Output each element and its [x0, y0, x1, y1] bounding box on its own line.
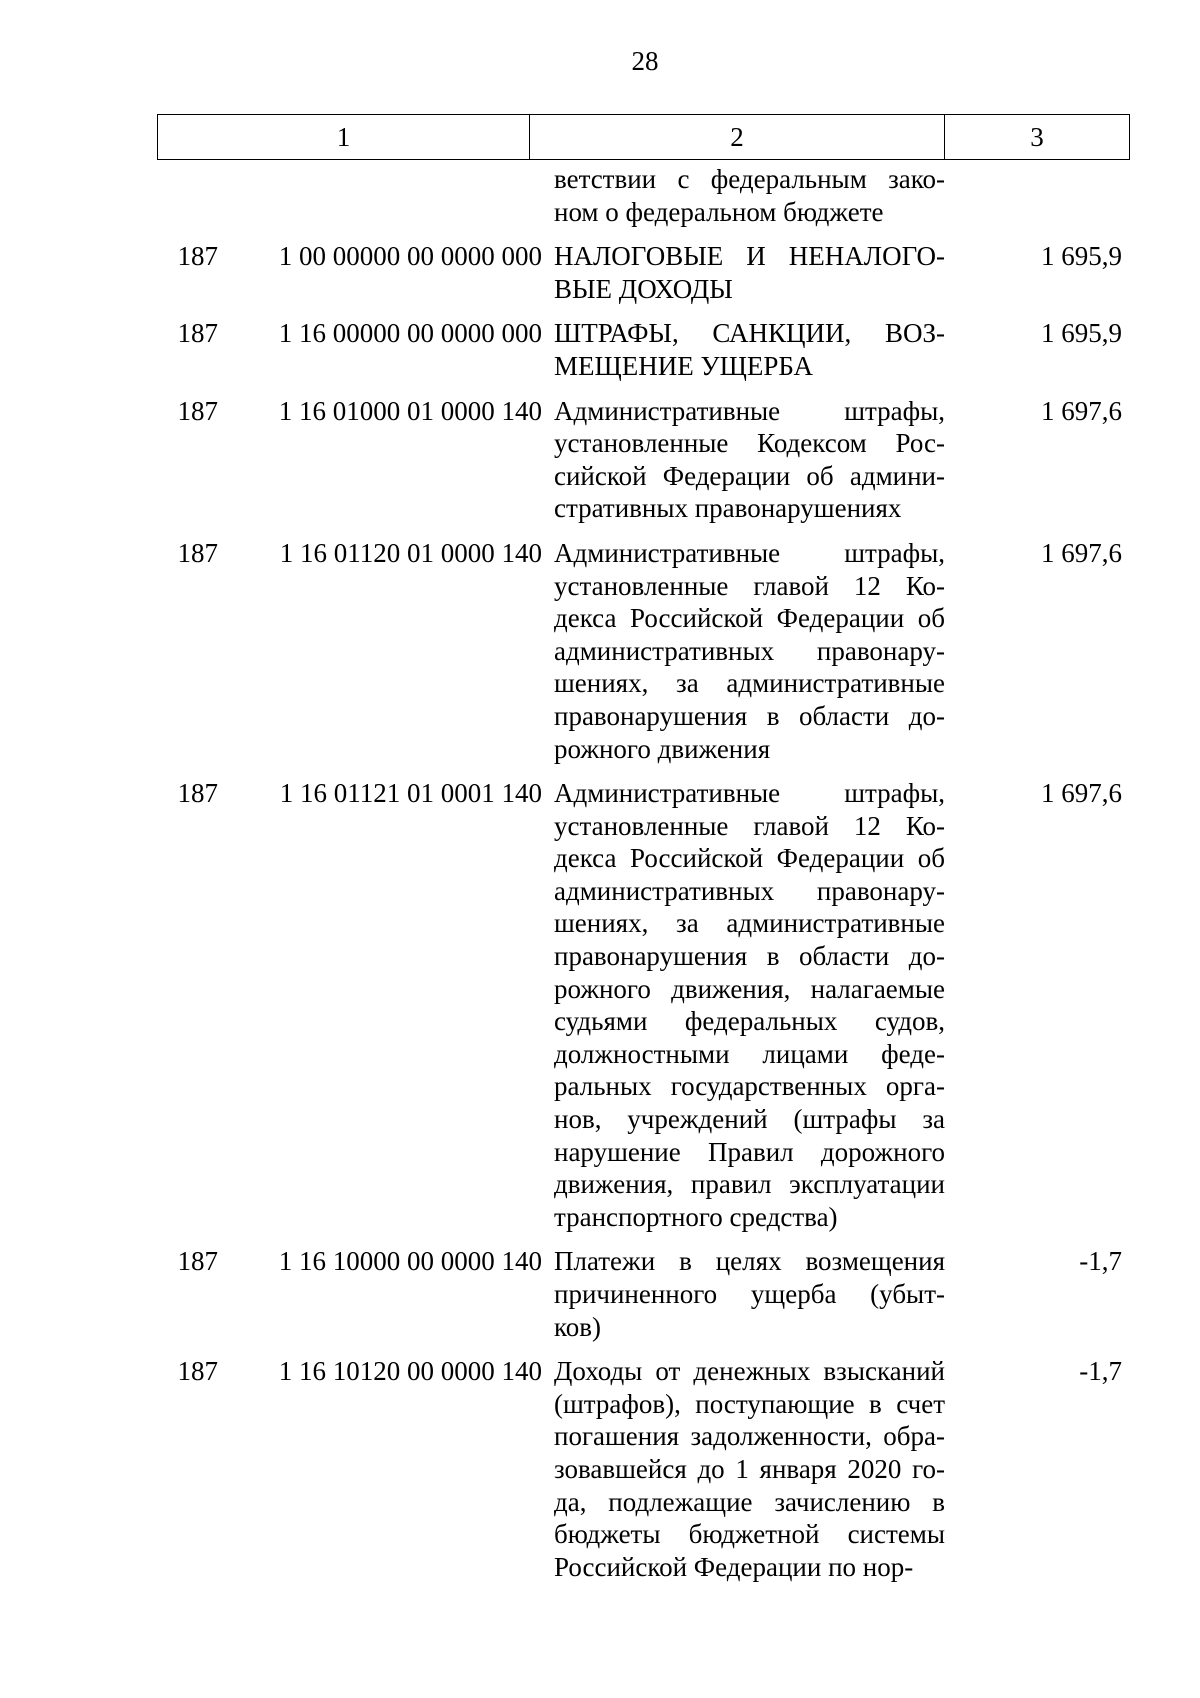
description-line: шениях, за административные [554, 668, 945, 699]
table-row [157, 777, 1130, 1233]
header-col-1: 1 [158, 115, 530, 159]
description-line: Платежи в целях возмещения [554, 1246, 945, 1277]
description-line: нов, учреждений (штрафы за [554, 1104, 945, 1135]
description-line: стративных правонарушениях [554, 493, 902, 524]
admin-code: 187 [177, 778, 218, 809]
description-line: судьями федеральных судов, [554, 1006, 945, 1037]
admin-code: 187 [177, 241, 218, 272]
description-line: установленные Кодексом Рос- [554, 428, 945, 459]
description-line: Административные штрафы, [554, 778, 945, 809]
revenue-description [554, 777, 945, 1233]
amount-value: 1 695,9 [1041, 241, 1122, 272]
description-line: декса Российской Федерации об [554, 843, 945, 874]
admin-code [157, 163, 220, 228]
page-number: 28 [631, 46, 659, 76]
amount-value [945, 163, 1130, 228]
budget-classification-code [220, 163, 542, 228]
budget-classification-code: 1 00 00000 00 0000 000 [278, 241, 542, 272]
budget-classification-code: 1 16 01000 01 0000 140 [278, 395, 542, 426]
description-line: ВЫЕ ДОХОДЫ [554, 273, 733, 304]
description-line: рожного движения [554, 733, 771, 764]
admin-code: 187 [177, 318, 218, 349]
description-line: установленные главой 12 Ко- [554, 570, 945, 601]
description-line: правонарушения в области до- [554, 941, 945, 972]
budget-classification-code: 1 16 01121 01 0001 140 [279, 778, 542, 809]
description-line: ков) [554, 1311, 601, 1342]
amount-value: 1 697,6 [1041, 395, 1122, 426]
description-line: шениях, за административные [554, 908, 945, 939]
description-line: НАЛОГОВЫЕ И НЕНАЛОГО- [554, 241, 945, 272]
description-line: да, подлежащие зачислению в [554, 1486, 945, 1517]
description-line: МЕЩЕНИЕ УЩЕРБА [554, 350, 813, 381]
budget-classification-code: 1 16 10000 00 0000 140 [278, 1246, 542, 1277]
revenue-description [554, 240, 945, 305]
description-line: Доходы от денежных взысканий [554, 1356, 945, 1387]
header-col-3: 3 [1030, 121, 1044, 152]
description-line: причиненного ущерба (убыт- [554, 1279, 945, 1309]
amount-value: -1,7 [1079, 1246, 1122, 1277]
description-line: должностными лицами феде- [554, 1038, 945, 1069]
description-line: нарушение Правил дорожного [554, 1136, 945, 1167]
description-line: (штрафов), поступающие в счет [554, 1388, 945, 1419]
admin-code: 187 [177, 395, 218, 426]
budget-classification-code: 1 16 01120 01 0000 140 [279, 537, 542, 568]
description-line: Российской Федерации по нор- [554, 1551, 914, 1582]
revenue-description [554, 1355, 945, 1583]
description-line: ШТРАФЫ, САНКЦИИ, ВОЗ- [554, 318, 945, 349]
budget-classification-code: 1 16 00000 00 0000 000 [278, 318, 542, 349]
revenue-description [554, 537, 945, 765]
table-row [157, 395, 1130, 525]
table-row [157, 163, 1130, 228]
description-line: декса Российской Федерации об [554, 603, 945, 634]
revenue-description [554, 395, 945, 525]
description-line: бюджеты бюджетной системы [554, 1519, 945, 1550]
table-header [157, 114, 1130, 160]
description-line: транспортного средства) [554, 1201, 838, 1232]
description-line: погашения задолженности, обра- [554, 1421, 945, 1452]
admin-code: 187 [177, 537, 218, 568]
table-row [157, 240, 1130, 305]
table-row [157, 1245, 1130, 1343]
description-line: административных правонару- [554, 875, 945, 906]
table-row [157, 317, 1130, 382]
description-line: сийской Федерации об админи- [554, 460, 945, 491]
header-col-2: 2 [530, 115, 945, 159]
description-line: правонарушения в области до- [554, 700, 945, 731]
table-row [157, 537, 1130, 765]
amount-value: 1 697,6 [1041, 537, 1122, 568]
description-line: зовавшейся до 1 января 2020 го- [554, 1453, 945, 1484]
description-line: ральных государственных орга- [554, 1071, 945, 1102]
description-line: движения, правил эксплуатации [554, 1169, 945, 1200]
revenue-description [554, 1245, 945, 1343]
amount-value: 1 695,9 [1041, 318, 1122, 349]
amount-value: -1,7 [1079, 1356, 1122, 1387]
budget-classification-code: 1 16 10120 00 0000 140 [278, 1356, 542, 1387]
description-line: ветствии с федеральным зако- [554, 164, 945, 194]
revenue-description [554, 163, 945, 228]
admin-code: 187 [177, 1356, 218, 1387]
revenue-description [554, 317, 945, 382]
description-line: установленные главой 12 Ко- [554, 810, 945, 841]
description-line: рожного движения, налагаемые [554, 973, 945, 1004]
table-row [157, 1355, 1130, 1583]
admin-code: 187 [177, 1246, 218, 1277]
description-line: Административные штрафы, [554, 395, 945, 426]
description-line: административных правонару- [554, 635, 945, 666]
amount-value: 1 697,6 [1041, 778, 1122, 809]
budget-table-body [157, 163, 1130, 1583]
description-line: Административные штрафы, [554, 537, 945, 568]
description-line: ном о федеральном бюджете [554, 196, 884, 227]
